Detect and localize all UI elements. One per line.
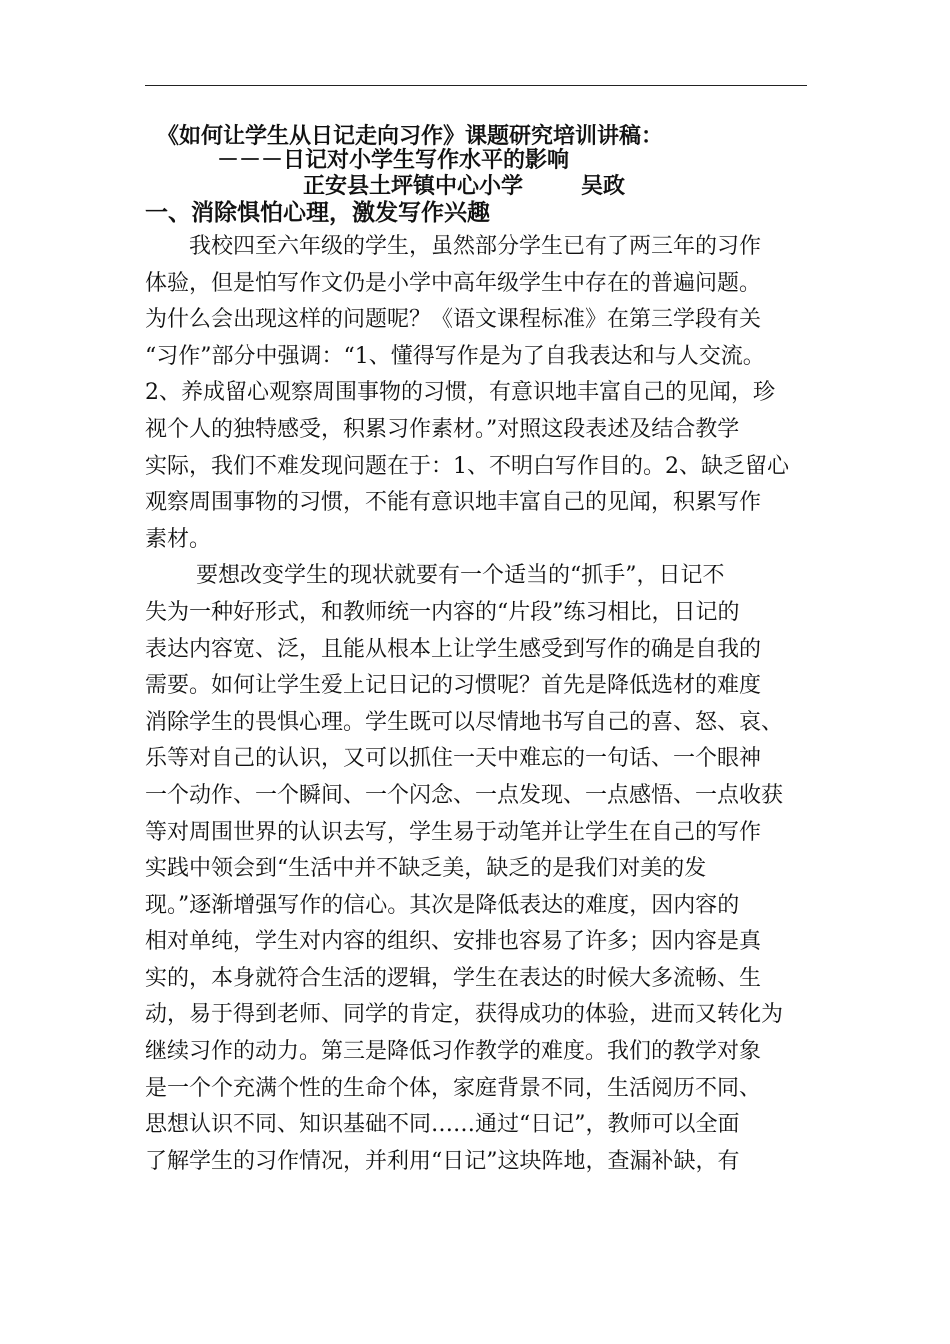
author-line <box>303 172 625 200</box>
author-name: 吴政 <box>581 173 626 199</box>
school-name: 正安县土坪镇中心小学 <box>303 173 524 199</box>
document-title: 《如何让学生从日记走向习作》课题研究培训讲稿： <box>157 123 664 149</box>
body-line: 继续习作的动力。第三是降低习作教学的难度。我们的教学对象 <box>145 1039 762 1065</box>
document-subtitle: －－－日记对小学生写作水平的影响 <box>217 147 570 173</box>
body-line: 实的，本身就符合生活的逻辑，学生在表达的时候大多流畅、生 <box>145 965 762 991</box>
body-line: 视个人的独特感受，积累习作素材。”对照这段表述及结合教学 <box>145 416 740 442</box>
body-line: 乐等对自己的认识，又可以抓住一天中难忘的一句话、一个眼神 <box>145 746 762 772</box>
section-heading: 一、消除惧怕心理，激发写作兴趣 <box>145 199 490 226</box>
body-line: 实践中领会到“生活中并不缺乏美，缺乏的是我们对美的发 <box>145 856 707 882</box>
body-line: 为什么会出现这样的问题呢？《语文课程标准》在第三学段有关 <box>145 307 762 333</box>
body-line: 现。”逐渐增强写作的信心。其次是降低表达的难度，因内容的 <box>145 892 740 918</box>
body-line: 需要。如何让学生爱上记日记的习惯呢？首先是降低选材的难度 <box>145 673 762 699</box>
body-line: “习作”部分中强调：“1、懂得写作是为了自我表达和与人交流。 <box>145 343 765 369</box>
body-line: 一个动作、一个瞬间、一个闪念、一点发现、一点感悟、一点收获 <box>145 782 784 808</box>
body-line: 相对单纯，学生对内容的组织、安排也容易了许多；因内容是真 <box>145 929 762 955</box>
body-text <box>145 229 810 1180</box>
body-line: 2、养成留心观察周围事物的习惯，有意识地丰富自己的见闻，珍 <box>145 380 775 406</box>
header-rule <box>145 85 807 86</box>
body-line: 等对周围世界的认识去写，学生易于动笔并让学生在自己的写作 <box>145 819 762 845</box>
body-line: 是一个个充满个性的生命个体，家庭背景不同，生活阅历不同、 <box>145 1075 762 1101</box>
body-line: 要想改变学生的现状就要有一个适当的“抓手”，日记不 <box>145 563 725 589</box>
body-line: 消除学生的畏惧心理。学生既可以尽情地书写自己的喜、怒、哀、 <box>145 709 784 735</box>
body-line: 体验，但是怕写作文仍是小学中高年级学生中存在的普遍问题。 <box>145 270 762 296</box>
body-line: 动，易于得到老师、同学的肯定，获得成功的体验，进而又转化为 <box>145 1002 784 1028</box>
body-line: 素材。 <box>145 526 212 552</box>
body-line: 了解学生的习作情况，并利用“日记”这块阵地，查漏补缺，有 <box>145 1148 740 1174</box>
body-line: 思想认识不同、知识基础不同……通过“日记”，教师可以全面 <box>145 1112 740 1138</box>
body-line: 失为一种好形式，和教师统一内容的“片段”练习相比，日记的 <box>145 599 740 625</box>
body-line: 观察周围事物的习惯，不能有意识地丰富自己的见闻，积累写作 <box>145 490 762 516</box>
body-line: 实际，我们不难发现问题在于：1、不明白写作目的。2、缺乏留心 <box>145 453 789 479</box>
body-line: 表达内容宽、泛，且能从根本上让学生感受到写作的确是自我的 <box>145 636 762 662</box>
body-line: 我校四至六年级的学生，虽然部分学生已有了两三年的习作 <box>145 234 762 259</box>
